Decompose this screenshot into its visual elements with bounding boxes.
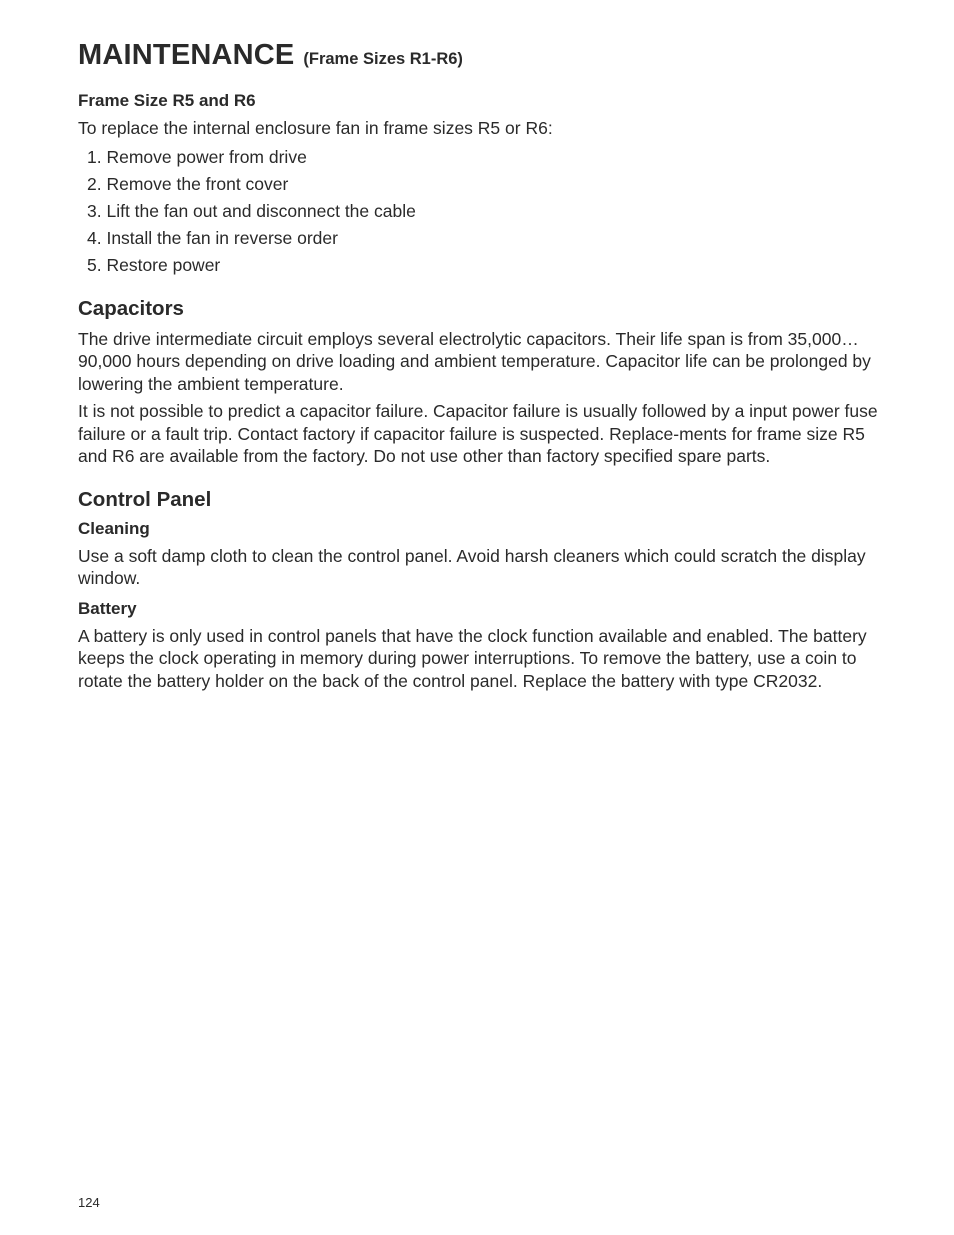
battery-text: A battery is only used in control panels that have the clock function available and enabled. The battery keeps the clock operating in memory during power interruptions. To remove the battery, use a coin to rotate the battery holder on the back of the control panel. Replace the battery with type CR2032. <box>78 625 867 691</box>
step-item: 5. Restore power <box>87 254 221 275</box>
page-content <box>78 36 878 692</box>
frame-size-intro: To replace the internal enclosure fan in frame sizes R5 or R6: <box>78 118 553 138</box>
page-title-main: MAINTENANCE <box>78 39 295 71</box>
capacitors-heading: Capacitors <box>78 296 184 320</box>
capacitors-paragraph: The drive intermediate circuit employs several electrolytic capacitors. Their life span is from 35,000…90,000 hours depending on drive loading and ambient temperature. Capacitor life can be prolonged by lowering the ambient temperature. <box>78 328 871 394</box>
battery-heading: Battery <box>78 598 137 618</box>
page-number: 124 <box>78 1195 100 1210</box>
frame-size-heading: Frame Size R5 and R6 <box>78 91 256 110</box>
cleaning-heading: Cleaning <box>78 518 150 538</box>
step-item: 4. Install the fan in reverse order <box>87 227 338 248</box>
page-title-subtitle: (Frame Sizes R1-R6) <box>303 50 463 68</box>
capacitors-paragraph: It is not possible to predict a capacitor failure. Capacitor failure is usually followed by a input power fuse failure or a fault trip. Contact factory if capacitor failure is suspected. Replace-ments for frame size R5 and R6 are available from the factory. Do not use other than factory specified spare parts. <box>78 401 878 466</box>
fan-replacement-steps <box>78 144 878 279</box>
cleaning-text: Use a soft damp cloth to clean the control panel. Avoid harsh cleaners which could scratch the display window. <box>78 545 866 588</box>
step-item: 3. Lift the fan out and disconnect the cable <box>87 200 416 221</box>
control-panel-heading: Control Panel <box>78 487 212 511</box>
step-item: 2. Remove the front cover <box>87 173 289 194</box>
page-title <box>78 36 878 70</box>
step-item: 1. Remove power from drive <box>87 146 307 167</box>
